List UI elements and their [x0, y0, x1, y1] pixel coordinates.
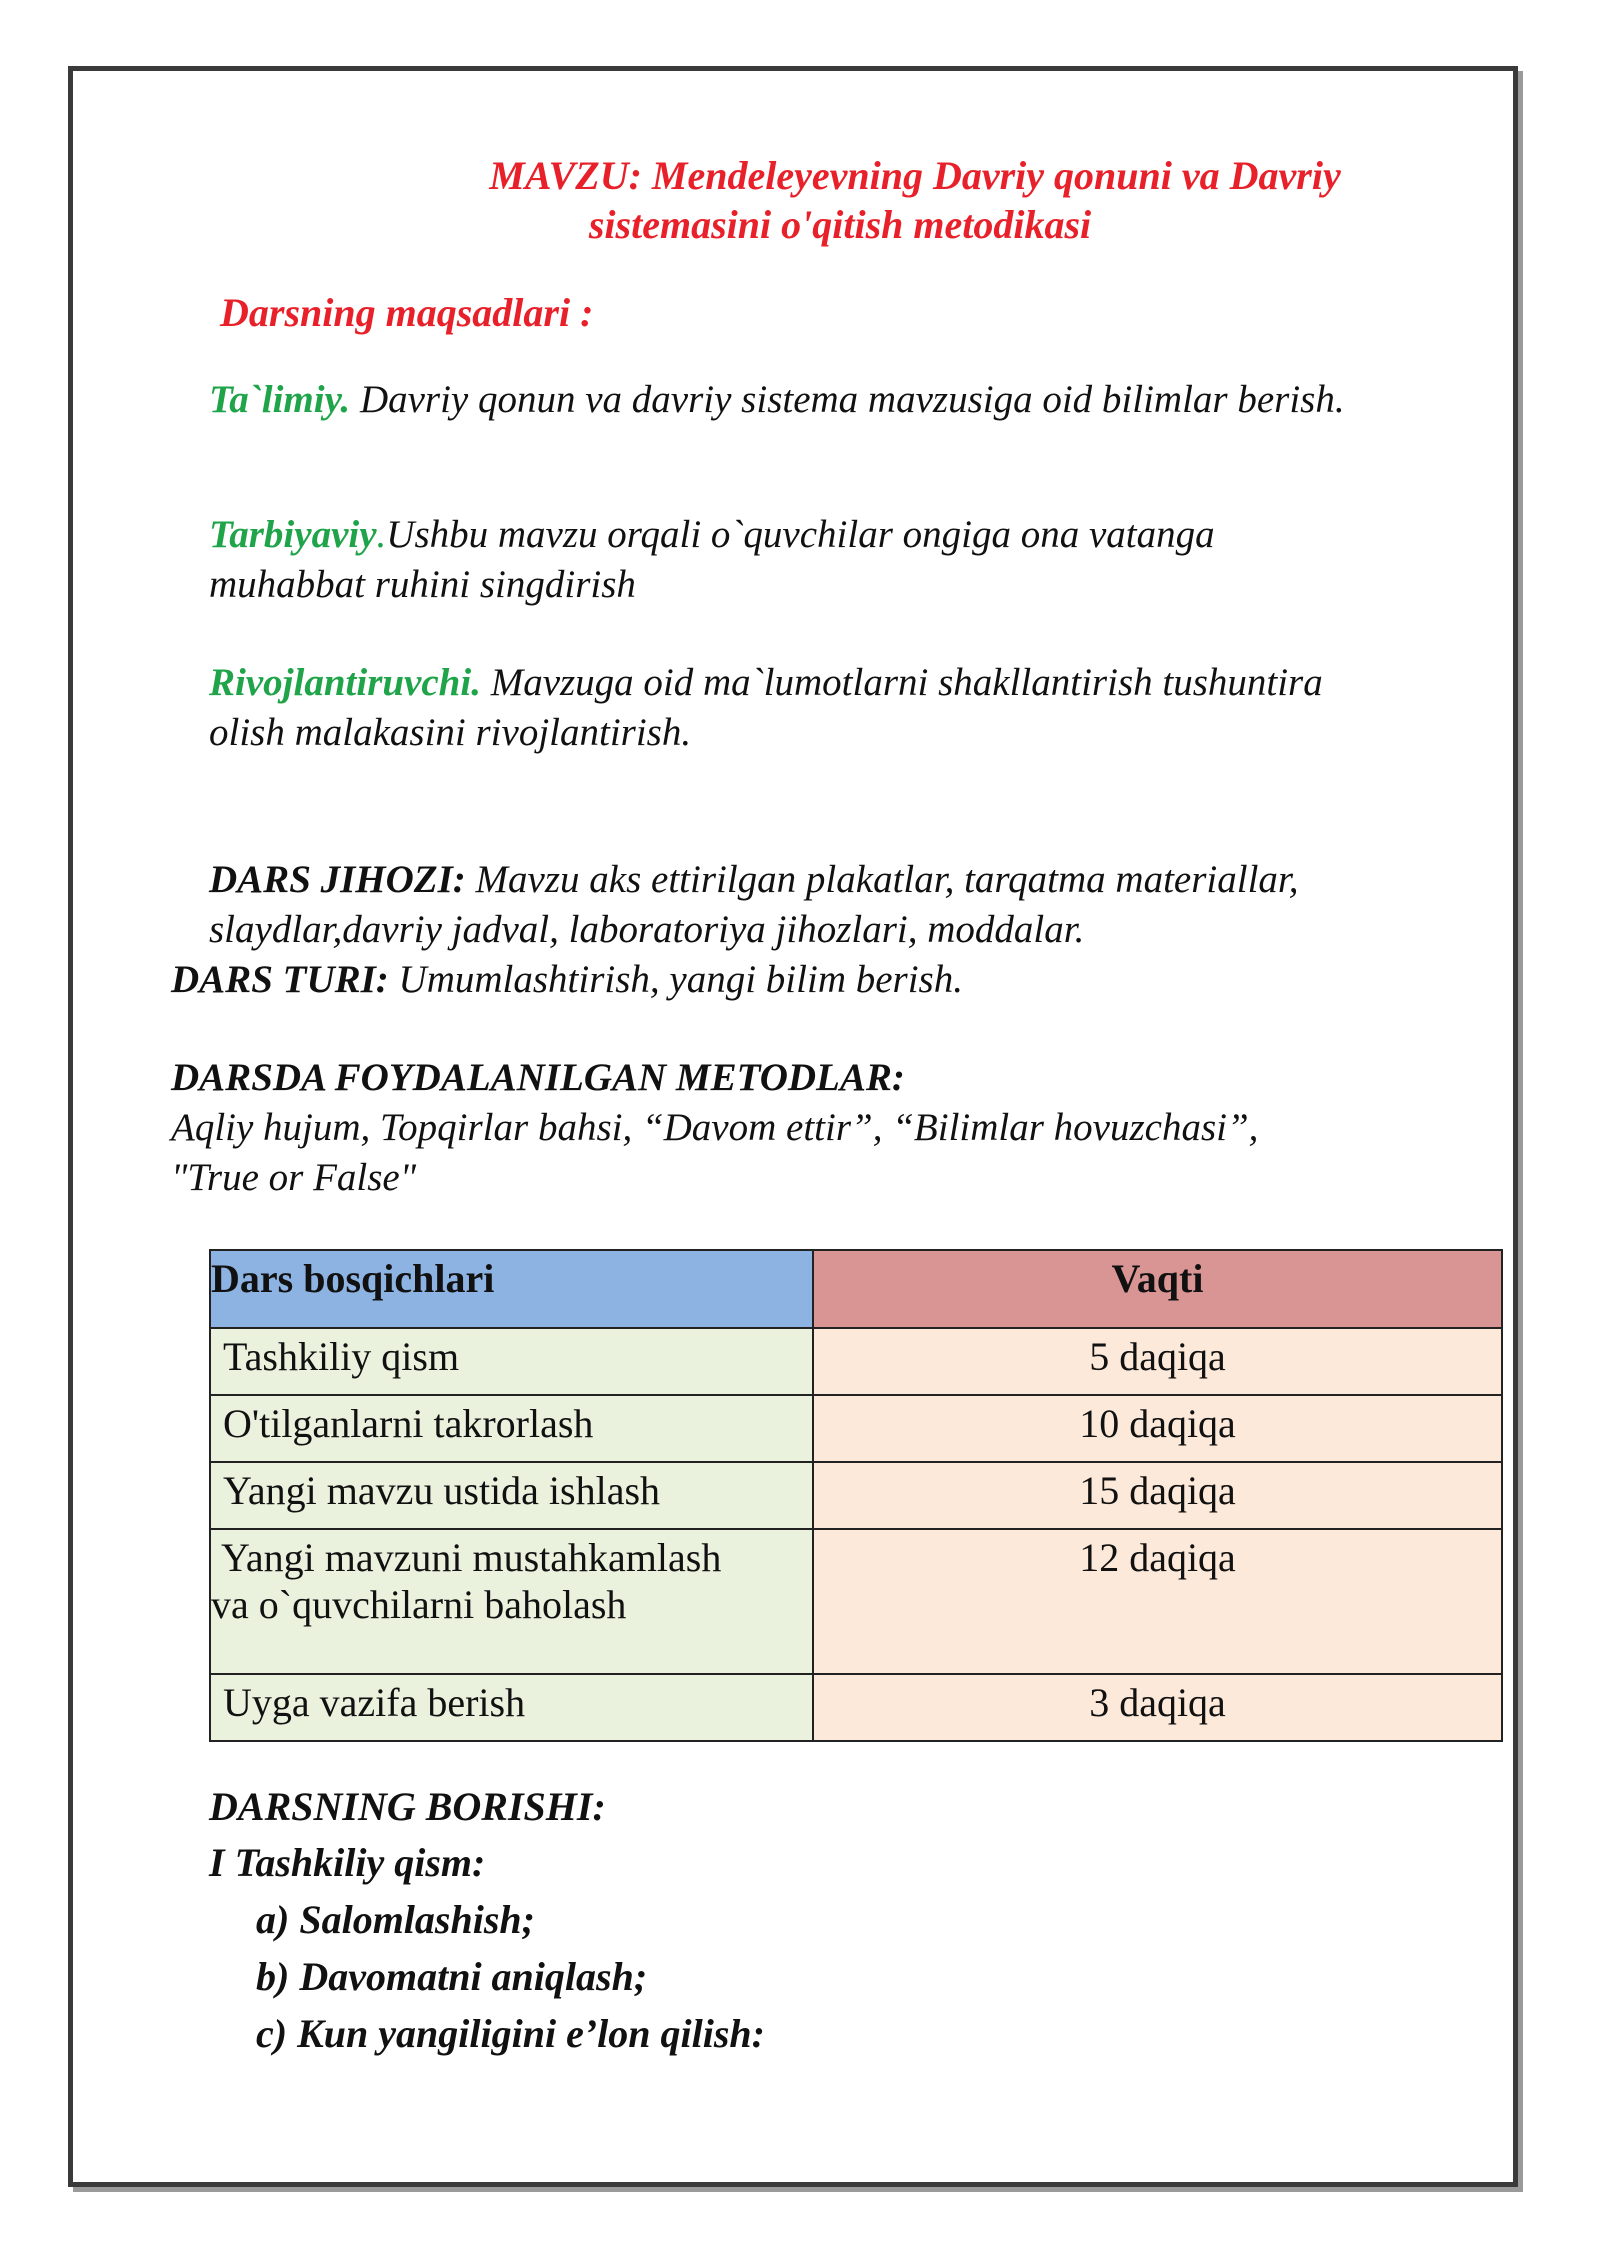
- table-header-row: [210, 1250, 1502, 1328]
- lesson-methods: [171, 1053, 1258, 1203]
- lesson-methods-text-line1: Aqliy hujum, Topqirlar bahsi, “Davom ettir”, “Bilimlar hovuzchasi”,: [171, 1106, 1259, 1149]
- table-cell-stage-line1-text: Yangi mavzuni mustahkamlash: [221, 1535, 722, 1580]
- table-cell-stage: Yangi mavzu ustida ishlash: [210, 1462, 813, 1529]
- lesson-equipment: [209, 855, 1299, 955]
- lesson-type-text: Umumlashtirish, yangi bilim berish.: [388, 958, 963, 1001]
- list-item-text: Kun yangiligini e’lon qilish:: [297, 2011, 765, 2056]
- lesson-methods-label: DARSDA FOYDALANILGAN METODLAR:: [171, 1056, 905, 1099]
- topic-title-line1: MAVZU: Mendeleyevning Davriy qonuni va Davriy: [489, 153, 1341, 198]
- lesson-type: [171, 955, 963, 1005]
- goal-educational-label: Ta`limiy.: [209, 378, 351, 421]
- lesson-stages-table: [209, 1249, 1503, 1742]
- goal-upbringing-label: Tarbiyaviy: [209, 513, 377, 556]
- lesson-progress-heading: DARSNING BORISHI:: [209, 1784, 606, 1829]
- goal-upbringing-text-line1: Ushbu mavzu orqali o`quvchilar ongiga ona vatanga: [386, 513, 1215, 556]
- table-header-stage: Dars bosqichlari: [210, 1250, 813, 1328]
- table-row: [210, 1328, 1502, 1395]
- list-item-marker: b): [256, 1954, 290, 1999]
- lesson-equipment-text-line2: slaydlar,davriy jadval, laboratoriya jihozlari, moddalar.: [209, 908, 1085, 951]
- table-header-time: Vaqti: [813, 1250, 1502, 1328]
- lesson-type-label: DARS TURI:: [171, 958, 389, 1001]
- lesson-equipment-label: DARS JIHOZI:: [209, 858, 466, 901]
- table-cell-stage: Uyga vazifa berish: [210, 1674, 813, 1741]
- table-cell-stage-line2: va o`quvchilarni baholash: [211, 1582, 627, 1627]
- list-item: [256, 2010, 765, 2057]
- goal-upbringing-dot: .: [376, 513, 387, 556]
- list-item: [256, 1953, 647, 2000]
- goal-developmental: [209, 658, 1323, 758]
- table-cell-time: 10 daqiqa: [813, 1395, 1502, 1462]
- goal-educational-text: Davriy qonun va davriy sistema mavzusiga oid bilimlar berish.: [350, 378, 1345, 421]
- table-row: [210, 1674, 1502, 1741]
- organizational-part-heading: I Tashkiliy qism:: [209, 1840, 486, 1885]
- goal-developmental-label: Rivojlantiruvchi.: [209, 661, 481, 704]
- list-item-text: Davomatni aniqlash;: [299, 1954, 648, 1999]
- table-row: [210, 1529, 1502, 1674]
- list-item: [256, 1896, 535, 1943]
- goal-upbringing-text-line2: muhabbat ruhini singdirish: [209, 563, 636, 606]
- table-cell-time: 3 daqiqa: [813, 1674, 1502, 1741]
- list-item-marker: a): [256, 1897, 290, 1942]
- lesson-methods-text-line2: "True or False": [171, 1156, 417, 1199]
- goals-heading: Darsning maqsadlari :: [220, 290, 594, 335]
- goal-developmental-text-line2: olish malakasini rivojlantirish.: [209, 711, 692, 754]
- goal-developmental-text-line1: Mavzuga oid ma`lumotlarni shakllantirish tushuntira: [480, 661, 1323, 704]
- list-item-text: Salomlashish;: [299, 1897, 535, 1942]
- topic-title-line2: sistemasini o'qitish metodikasi: [588, 202, 1092, 247]
- table-cell-stage: Tashkiliy qism: [210, 1328, 813, 1395]
- lesson-equipment-text-line1: Mavzu aks ettirilgan plakatlar, tarqatma materiallar,: [465, 858, 1299, 901]
- table-cell-time: 15 daqiqa: [813, 1462, 1502, 1529]
- table-cell-time: 5 daqiqa: [813, 1328, 1502, 1395]
- table-row: [210, 1462, 1502, 1529]
- table-cell-stage: O'tilganlarni takrorlash: [210, 1395, 813, 1462]
- table-cell-time: 12 daqiqa: [813, 1529, 1502, 1674]
- table-cell-stage: [210, 1529, 813, 1674]
- table-row: [210, 1395, 1502, 1462]
- table-cell-stage-line1: [211, 1534, 812, 1581]
- goal-educational: [209, 375, 1345, 425]
- list-item-marker: c): [256, 2011, 288, 2056]
- goal-upbringing: [209, 510, 1215, 610]
